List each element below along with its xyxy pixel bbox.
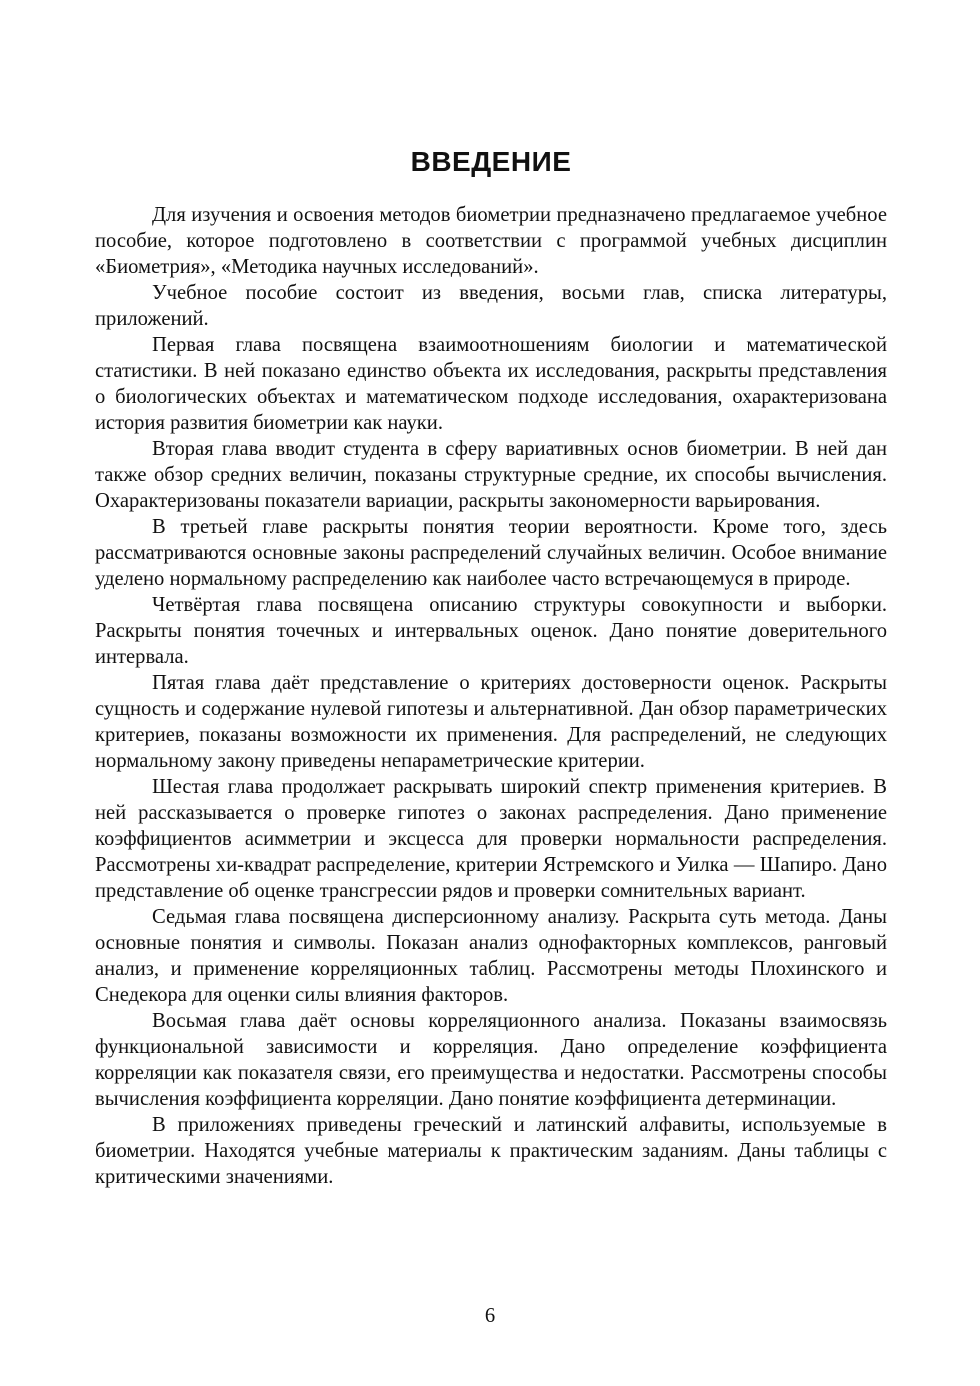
paragraph: Учебное пособие состоит из введения, восьми глав, списка литературы, приложений. [95, 282, 887, 330]
paragraph: В приложениях приведены греческий и латинский алфавиты, используемые в биометрии. Находятся учебные материалы к практическим заданиям. Даны таблицы с критическими значениями. [95, 1114, 887, 1188]
page-number: 6 [484, 1305, 496, 1327]
paragraph: Пятая глава даёт представление о критериях достоверности оценок. Раскрыты сущность и содержание нулевой гипотезы и альтернативной. Дан обзор параметрических критериев, показаны возможности их применения. Для распределений, не следующих нормальному закону приведены непараметрические критерии. [95, 672, 887, 772]
paragraph: Восьмая глава даёт основы корреляционного анализа. Показаны взаимосвязь функциональной зависимости и корреляция. Дано определение коэффициента корреляции как показателя связи, его преимущества и недостатки. Рассмотрены способы вычисления коэффициента корреляции. Дано понятие коэффициента детерминации. [95, 1010, 887, 1110]
page-title: ВВЕДЕНИЕ [410, 146, 572, 177]
paragraph: Первая глава посвящена взаимоотношениям биологии и математической статистики. В ней показано единство объекта их исследования, раскрыты представления о биологических объектах и математическом подходе исследования, охарактеризована история развития биометрии как науки. [95, 334, 887, 434]
paragraph: В третьей главе раскрыты понятия теории вероятности. Кроме того, здесь рассматриваются основные законы распределений случайных величин. Особое внимание уделено нормальному распределению как наиболее часто встречающемуся в природе. [95, 516, 887, 590]
body-text [95, 202, 887, 1190]
paragraph: Вторая глава вводит студента в сферу вариативных основ биометрии. В ней дан также обзор средних величин, показаны структурные средние, их способы вычисления. Охарактеризованы показатели вариации, раскрыты закономерности варьирования. [95, 438, 887, 512]
paragraph: Для изучения и освоения методов биометрии предназначено предлагаемое учебное пособие, которое подготовлено в соответствии с программой учебных дисциплин «Биометрия», «Методика научных исследований». [95, 204, 887, 278]
paragraph: Шестая глава продолжает раскрывать широкий спектр применения критериев. В ней рассказывается о проверке гипотез о законах распределения. Дано применение коэффициентов асимметрии и эксцесса для проверки нормальности распределения. Рассмотрены хи-квадрат распределение, критерии Ястремского и Уилка — Шапиро. Дано представление об оценке трансгрессии рядов и проверки сомнительных вариант. [95, 776, 887, 902]
paragraph: Четвёртая глава посвящена описанию структуры совокупности и выборки. Раскрыты понятия точечных и интервальных оценок. Дано понятие доверительного интервала. [95, 594, 887, 668]
paragraph: Седьмая глава посвящена дисперсионному анализу. Раскрыта суть метода. Даны основные понятия и символы. Показан анализ однофакторных комплексов, ранговый анализ, и применение корреляционных таблиц. Рассмотрены методы Плохинского и Снедекора для оценки силы влияния факторов. [95, 906, 887, 1006]
